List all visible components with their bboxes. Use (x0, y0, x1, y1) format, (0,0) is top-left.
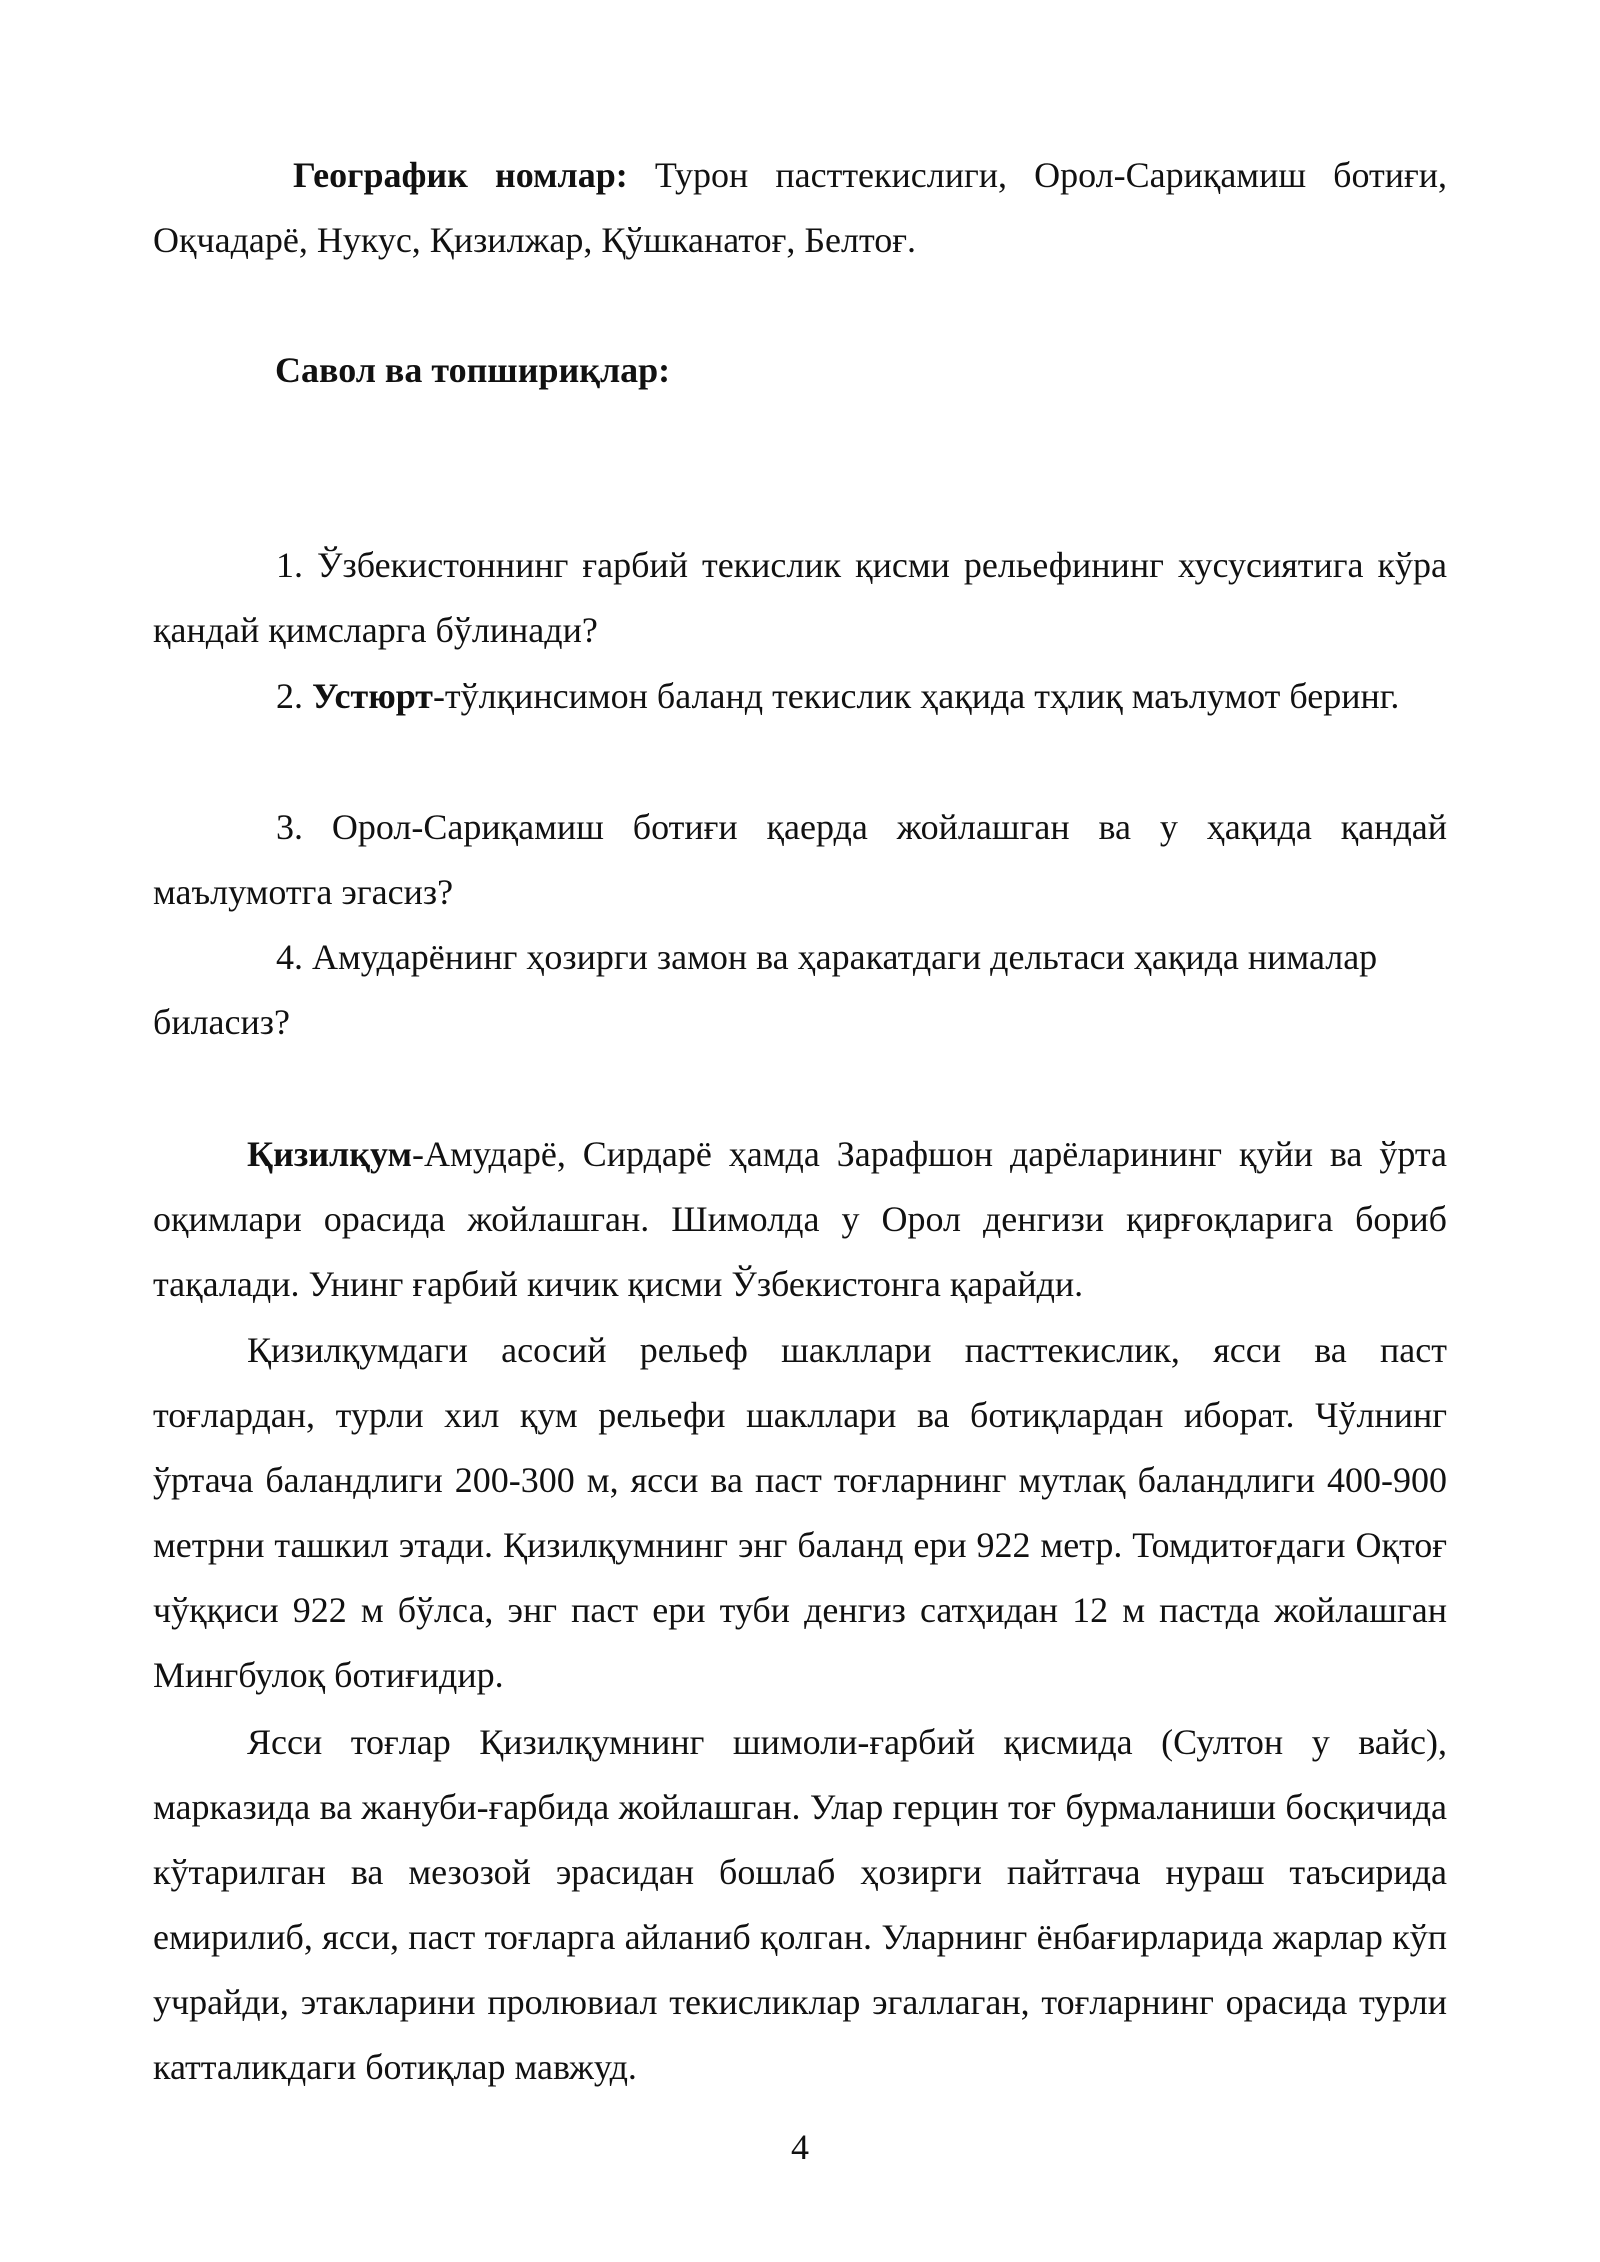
paragraph-text: -Амударё, Сирдарё ҳамда Зарафшон дарёларининг қуйи ва ўрта оқимлари орасида жойлашган. Шимолда у Орол денгизи қирғоқларига бориб тақалади. Унинг ғарбий кичик қисми Ўзбекистонга қарайди. (153, 1134, 1447, 1304)
body-paragraph-flat-mountains (153, 1710, 1447, 2100)
paragraph-bold-term: Қизилқум (247, 1134, 413, 1174)
question-1 (153, 533, 1447, 663)
paragraph-text: Қизилқумдаги асосий рельеф шакллари пасттекислик, ясси ва паст тоғлардан, турли хил қум рельефи шакллари ва ботиқлардан иборат. Чўлнинг ўртача баландлиги 200-300 м, ясси ва паст тоғларнинг мутлақ баландлиги 400-900 метрни ташкил этади. Қизилқумнинг энг баланд ери 922 метр. Томдитоғдаги Оқтоғ чўққиси 922 м бўлса, энг паст ери туби денгиз сатҳидан 12 м пастда жойлашган Мингбулоқ ботиғидир. (153, 1330, 1447, 1695)
paragraph-text: Ясси тоғлар Қизилқумнинг шимоли-ғарбий қисмида (Султон у вайс), марказида ва жануби-ғарбида жойлашган. Улар герцин тоғ бурмаланиши босқичида кўтарилган ва мезозой эрасидан бошлаб ҳозирги пайтгача нураш таъсирида емирилиб, ясси, паст тоғларга айланиб қолган. Уларнинг ёнбағирларида жарлар кўп учрайди, этакларини пролювиал текисликлар эгаллаган, тоғларнинг орасида турли катталикдаги ботиқлар мавжуд. (153, 1722, 1447, 2087)
question-text: Амударёнинг ҳозирги замон ва ҳаракатдаги дельтаси ҳақида нималар биласиз? (153, 937, 1378, 1042)
question-number: 3. (276, 807, 332, 847)
body-paragraph-kyzylkum (153, 1122, 1447, 1317)
question-number: 4. (276, 937, 312, 977)
question-number: 2. (276, 676, 312, 716)
questions-heading: Савол ва топшириқлар: (275, 350, 671, 390)
question-number: 1. (276, 545, 318, 585)
question-3 (153, 795, 1447, 925)
body-paragraph-relief (153, 1318, 1447, 1708)
question-bold-term: Устюрт (312, 676, 433, 716)
question-text: Ўзбекистоннинг ғарбий текислик қисми рельефининг хусусиятига кўра қандай қимсларга бўлинади? (153, 545, 1448, 650)
geographic-names-paragraph (153, 143, 1447, 273)
geographic-names-label: Географик номлар: (293, 155, 628, 195)
geographic-names-text: Турон пасттекислиги, Орол-Сариқамиш ботиғи, Оқчадарё, Нукус, Қизилжар, Қўшканатоғ, Белтоғ. (153, 155, 1448, 260)
question-text: -тўлқинсимон баланд текислик ҳақида тҳлиқ маълумот беринг. (432, 676, 1400, 716)
question-text: Орол-Сариқамиш ботиғи қаерда жойлашган ва у ҳақида қандай маълумотга эгасиз? (153, 807, 1448, 912)
page-number: 4 (791, 2127, 809, 2167)
question-2 (153, 664, 1447, 729)
question-4 (153, 925, 1447, 1055)
